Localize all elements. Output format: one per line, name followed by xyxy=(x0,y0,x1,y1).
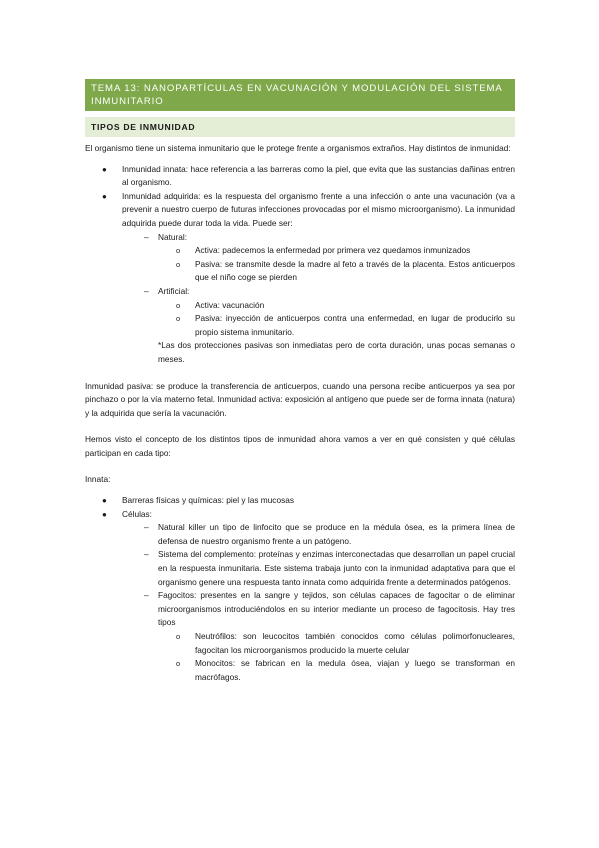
list-item xyxy=(85,244,515,258)
immunity-types-list xyxy=(85,163,515,340)
list-item xyxy=(85,548,515,589)
list-item-text: Fagocitos: presentes en la sangre y tejidos, son células capaces de fagocitar o de eliminar microorganismos introduciéndolos en su interior mediante un proceso de fagocitosis. Hay tres tipos xyxy=(158,590,515,628)
list-item-text: Sistema del complemento: proteínas y enzimas interconectadas que desarrollan un papel crucial en la respuesta inmunitaria. Este sistema trabaja junto con la inmunidad adaptativa para que el organismo genere una respuesta tanto innata como adquirida frente a determinados patógenos. xyxy=(158,549,515,587)
concept-paragraph: Hemos visto el concepto de los distintos tipos de inmunidad ahora vamos a ver en qué consisten y qué células participan en cada tipo: xyxy=(85,434,515,458)
list-item xyxy=(85,258,515,285)
circle-marker: o xyxy=(176,246,181,256)
list-item xyxy=(85,231,515,245)
bullet-marker: ● xyxy=(102,509,107,519)
passive-immunity-paragraph: Inmunidad pasiva: se produce la transferencia de anticuerpos, cuando una persona recibe anticuerpos ya sea por pinchazo o por la vía materno fetal. Inmunidad activa: exposición al antígeno que puede ser de forma innata (natura) y la adquirida que sería la vacunación. xyxy=(85,380,515,418)
list-item xyxy=(85,163,515,190)
list-item xyxy=(85,521,515,548)
list-item xyxy=(85,285,515,299)
dash-marker: – xyxy=(144,549,149,560)
intro-paragraph: El organismo tiene un sistema inmunitario que le protege frente a organismos extraños. Hay distintos de inmunidad: xyxy=(85,143,511,153)
page-title: TEMA 13: NANOPARTÍCULAS EN VACUNACIÓN Y MODULACIÓN DEL SISTEMA INMUNITARIO xyxy=(85,79,515,111)
list-item-text: Artificial: xyxy=(158,285,190,296)
circle-marker: o xyxy=(176,632,181,641)
list-item xyxy=(85,299,515,313)
dash-marker: – xyxy=(144,590,149,601)
list-item xyxy=(85,657,515,684)
list-item-text: Inmunidad innata: hace referencia a las barreras como la piel, que evita que las sustancias dañinas entren al organismo. xyxy=(122,163,515,188)
circle-marker: o xyxy=(176,259,181,269)
list-item-text: Activa: vacunación xyxy=(195,299,265,310)
circle-marker: o xyxy=(176,300,181,310)
list-item-text: Activa: padecemos la enfermedad por primera vez quedamos inmunizados xyxy=(195,245,471,256)
dash-marker: – xyxy=(144,522,149,533)
innate-label: Innata: xyxy=(85,474,111,485)
list-item xyxy=(85,508,515,522)
circle-marker: o xyxy=(176,314,181,324)
dash-marker: – xyxy=(144,231,149,242)
document-body xyxy=(85,142,515,684)
list-item xyxy=(85,494,515,508)
list-item-text: Inmunidad adquirida: es la respuesta del organismo frente a una infección o ante una vacunación (va a prevenir a nuestro cuerpo de futuras infecciones provocadas por el mismo microorganismo). La inmunidad adquirida puede durar toda la vida. Puede ser: xyxy=(122,190,515,228)
list-item xyxy=(85,630,515,657)
list-item-text: Neutrófilos: son leucocitos también conocidos como células polimorfonucleares, fagocitan los microorganismos producido la muerte celular xyxy=(195,631,515,655)
bullet-marker: ● xyxy=(102,164,107,174)
list-item-text: Células: xyxy=(122,508,152,519)
bullet-marker: ● xyxy=(102,496,107,506)
list-item-text: Natural killer un tipo de linfocito que se produce en la médula ósea, es la primera línea de defensa de nuestro organismo frente a un patógeno. xyxy=(158,522,515,546)
list-item-text: Barreras físicas y químicas: piel y las mucosas xyxy=(122,495,294,506)
passive-protection-note: *Las dos protecciones pasivas son inmediatas pero de corta duración, unas pocas semanas o meses. xyxy=(158,340,515,364)
list-item-text: Monocitos: se fabrican en la medula ósea, viajan y luego se transforman en macrófagos. xyxy=(195,658,515,682)
bullet-marker: ● xyxy=(102,191,107,201)
list-item xyxy=(85,312,515,339)
innate-components-list xyxy=(85,494,515,684)
circle-marker: o xyxy=(176,659,181,669)
list-item-text: Natural: xyxy=(158,231,188,242)
list-item xyxy=(85,589,515,630)
section-heading: TIPOS DE INMUNIDAD xyxy=(85,117,515,137)
list-item-text: Pasiva: inyección de anticuerpos contra una enfermedad, en lugar de producirlo su propio sistema inmunitario. xyxy=(195,313,515,337)
dash-marker: – xyxy=(144,285,149,296)
list-item-text: Pasiva: se transmite desde la madre al feto a través de la placenta. Estos anticuerpos que el niño coge se pierden xyxy=(195,258,515,283)
list-item xyxy=(85,190,515,231)
